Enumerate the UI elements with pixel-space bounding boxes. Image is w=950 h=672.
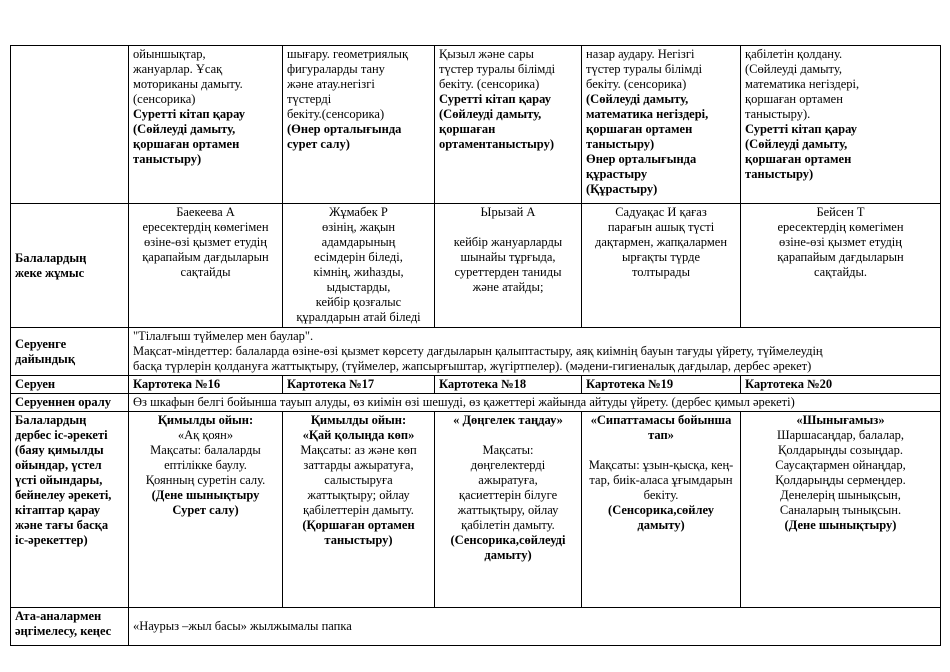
activity-tag: таныстыру) [133, 152, 202, 166]
text-line: Қолдарыңды сермеңдер. [775, 473, 906, 487]
spacer [439, 220, 577, 235]
activity-tag: ортаментаныстыру) [439, 137, 554, 151]
text-line: парағын ашық түсті [607, 220, 715, 234]
text-line: Денелерің шынықсын, [780, 488, 901, 502]
activity-tag: таныстыру) [745, 167, 814, 181]
game-tag: дамыту) [484, 548, 532, 562]
text-line: моториканы дамыту. [133, 77, 243, 91]
text-line: жаттықтыру, ойлау [457, 503, 559, 517]
text-line: қоршаған ортамен [745, 92, 843, 106]
activity-tag: таныстыру) [586, 137, 655, 151]
game-tag: Сурет салу) [172, 503, 239, 517]
card-file-5: Картотека №20 [741, 376, 941, 394]
row-label [11, 412, 129, 608]
card-file-1: Картотека №16 [129, 376, 283, 394]
text-line: дөңгелектерді [470, 458, 546, 472]
text-line: қасиеттерін білуге [458, 488, 558, 502]
continuation-row [11, 46, 941, 204]
child-name: Ырызай А [480, 205, 536, 219]
text-line: Мақсат-міндеттер: балаларда өзіне-өзі қызмет көрсету дағдыларын қалыптастыру, аяқ киімнің бауын тағуды үйрету, түймелеудің [133, 344, 823, 358]
text-line: толтырады [631, 265, 691, 279]
parents-text: «Наурыз –жыл басы» жылжымалы папка [129, 608, 941, 646]
text-line: сақтайды [180, 265, 231, 279]
game-cell-4 [582, 412, 741, 608]
activity-cell-1 [129, 46, 283, 204]
text-line: (Сөйлеуді дамыту, [745, 62, 842, 76]
individual-cell-5 [741, 204, 941, 328]
card-file-2: Картотека №17 [283, 376, 435, 394]
text-line: ересектердің көмегімен [142, 220, 269, 234]
activity-tag: (Өнер орталығында [287, 122, 402, 136]
return-row [11, 394, 941, 412]
row-label: Серуен [11, 376, 129, 394]
text-line: дақтармен, жапқалармен [594, 235, 728, 249]
label-line: үсті ойындары, [15, 473, 103, 487]
child-name: Жұмабек Р [329, 205, 388, 219]
activity-cell-2 [283, 46, 435, 204]
game-title: тап» [648, 428, 674, 442]
text-line: Саусақтармен ойнаңдар, [775, 458, 906, 472]
text-line: ырғақты түрде [621, 250, 701, 264]
text-line: Мақсаты: [482, 443, 534, 457]
activity-tag: қоршаған ортамен [745, 152, 852, 166]
activity-tag: (Сөйлеуді дамыту, [133, 122, 236, 136]
individual-cell-4 [582, 204, 741, 328]
parents-row [11, 608, 941, 646]
text-line: адамдарының [321, 235, 396, 249]
text-line: есімдерін біледі, [314, 250, 403, 264]
activity-tag: сурет салу) [287, 137, 350, 151]
text-line: Мақсаты: аз және көп [300, 443, 417, 457]
game-title: «Шынығамыз» [796, 413, 885, 427]
label-line: бейнелеу әрекеті, [15, 488, 112, 502]
text-line: ыдыстарды, [326, 280, 391, 294]
row-label: Серуеннен оралу [11, 394, 129, 412]
text-line: қарапайым дағдыларын [777, 250, 904, 264]
game-cell-1 [129, 412, 283, 608]
walk-preparation-text [129, 328, 941, 376]
text-line: математика негіздері, [745, 77, 860, 91]
text-line: заттарды ажыратуға, [303, 458, 414, 472]
game-tag: (Қоршаған ортамен [302, 518, 415, 532]
individual-work-row [11, 204, 941, 328]
text-line: қарапайым дағдыларын [142, 250, 269, 264]
row-label [11, 608, 129, 646]
row-label [11, 204, 129, 328]
activity-tag: қоршаған ортамен [133, 137, 240, 151]
card-file-4: Картотека №19 [582, 376, 741, 394]
text-line: түстерді [287, 92, 332, 106]
activity-title: құрастыру [586, 167, 648, 181]
activity-title: Суретті кітап қарау [133, 107, 245, 121]
activity-cell-3 [435, 46, 582, 204]
text-line: (сенсорика) [133, 92, 196, 106]
return-text: Өз шкафын белгі бойынша тауып алуды, өз киімін өзі шешуді, өз қажеттері жайында айтуды үйрету. (дербес қимыл әрекеті) [129, 394, 941, 412]
label-line: жеке жұмыс [15, 265, 85, 280]
text-line: Саналарың тынықсын. [779, 503, 902, 517]
child-name: Садуақас И қағаз [615, 205, 707, 219]
text-line: қабілетін дамыту. [461, 518, 555, 532]
game-title: Қимылды ойын: [157, 413, 254, 427]
spacer [439, 428, 577, 443]
label-line: әңгімелесу, кеңес [15, 624, 112, 638]
text-line: Қызыл және сары [439, 47, 534, 61]
text-line: шығару. геометриялық [287, 47, 409, 61]
text-line: Қолдарыңды созыңдар. [778, 443, 903, 457]
text-line: түстер туралы білімді [586, 62, 703, 76]
game-name: «Ақ қоян» [177, 428, 234, 442]
game-cell-2 [283, 412, 435, 608]
text-line: құралдарын атай біледі [296, 310, 421, 324]
spacer [586, 443, 736, 458]
label-line: дербес іс-әрекеті [15, 428, 108, 442]
label-line: Балалардың [15, 250, 87, 265]
text-line: таныстыру). [745, 107, 811, 121]
game-tag: (Сенсорика,сөйлеуді [450, 533, 566, 547]
text-line: және атау.негізгі [287, 77, 375, 91]
walk-row [11, 376, 941, 394]
text-line: фигураларды тану [287, 62, 385, 76]
text-line: Мақсаты: балаларды [150, 443, 261, 457]
text-line: өзіне-өзі қызмет етудің [779, 235, 902, 249]
text-line: қабілеттерін дамыту. [303, 503, 414, 517]
text-line: кейбір қозғалыс [315, 295, 402, 309]
activity-title: Өнер орталығында [586, 152, 697, 166]
walk-preparation-row [11, 328, 941, 376]
activity-tag: (Сөйлеуді дамыту, [586, 92, 689, 106]
activity-title: Суретті кітап қарау [439, 92, 551, 106]
game-tag: таныстыру) [324, 533, 393, 547]
activity-tag: (Сөйлеуді дамыту, [439, 107, 542, 121]
text-line: назар аудару. Негізгі [586, 47, 695, 61]
individual-cell-2 [283, 204, 435, 328]
game-tag: (Дене шынықтыру [151, 488, 260, 502]
individual-cell-3 [435, 204, 582, 328]
text-line: ойыншықтар, [133, 47, 206, 61]
label-line: кітаптар қарау [15, 503, 101, 517]
game-title: « Дөңгелек таңдау» [453, 413, 563, 427]
daily-plan-table [10, 45, 941, 646]
text-line: ажыратуға, [478, 473, 538, 487]
text-line: өзінің, жақын [321, 220, 396, 234]
child-name: Бейсен Т [816, 205, 865, 219]
text-line: ересектердің көмегімен [777, 220, 904, 234]
text-line: бекіту. [643, 488, 679, 502]
individual-cell-1 [129, 204, 283, 328]
text-line: және атайды; [472, 280, 544, 294]
empty-label-cell [11, 46, 129, 204]
text-line: өзіне-өзі қызмет етудің [144, 235, 267, 249]
activity-title: Суретті кітап қарау [745, 122, 857, 136]
game-cell-3 [435, 412, 582, 608]
game-title: «Сипаттамасы бойынша [590, 413, 732, 427]
activity-tag: қоршаған [439, 122, 496, 136]
independent-activity-row [11, 412, 941, 608]
card-file-3: Картотека №18 [435, 376, 582, 394]
text-line: сақтайды. [813, 265, 868, 279]
text-line: бекіту. (сенсорика) [439, 77, 540, 91]
text-line: кімнің, жиһазды, [313, 265, 404, 279]
label-line: дайындық [15, 351, 76, 366]
text-line: бекіту. (сенсорика) [586, 77, 687, 91]
activity-tag: (Сөйлеуді дамыту, [745, 137, 848, 151]
text-line: Мақсаты: ұзын-қысқа, кең- [588, 458, 734, 472]
text-line: кейбір жануарларды [453, 235, 563, 249]
text-line: суреттерден таниды [454, 265, 562, 279]
child-name: Баекеева А [176, 205, 235, 219]
text-line: шынайы тұрғыда, [460, 250, 556, 264]
text-line: салыстыруға [324, 473, 393, 487]
game-cell-5 [741, 412, 941, 608]
label-line: Ата-аналармен [15, 609, 102, 623]
game-name: «Қай қолыңда көп» [302, 428, 415, 442]
text-line: түстер туралы білімді [439, 62, 556, 76]
text-line: ептілікке баулу. [164, 458, 247, 472]
text-line: басқа түрлерін қолдануға жаттықтыру, (түймелер, жапсырғыштар, жүгіртпелер). (мәдени-гигиеналық дағдылар, дербес әрекет) [133, 359, 812, 373]
activity-tag: (Құрастыру) [586, 182, 658, 196]
label-line: және тағы басқа [15, 518, 109, 532]
text-line: Қоянның суретін салу. [145, 473, 266, 487]
label-line: Балалардың [15, 413, 87, 427]
text-line: "Тілалғыш түймелер мен баулар". [133, 329, 314, 343]
label-line: (баяу қимылды [15, 443, 104, 457]
game-tag: (Сенсорика,сөйлеу [608, 503, 714, 517]
game-tag: дамыту) [637, 518, 685, 532]
game-title: Қимылды ойын: [310, 413, 407, 427]
game-tag: (Дене шынықтыру) [784, 518, 897, 532]
text-line: тар, биік-аласа ұғымдарын [589, 473, 733, 487]
activity-tag: математика негіздері, [586, 107, 709, 121]
text-line: қабілетін қолдану. [745, 47, 843, 61]
text-line: бекіту.(сенсорика) [287, 107, 385, 121]
activity-cell-4 [582, 46, 741, 204]
text-line: жаттықтыру; ойлау [307, 488, 410, 502]
label-line: іс-әрекеттер) [15, 533, 88, 547]
activity-cell-5 [741, 46, 941, 204]
text-line: Шаршасаңдар, балалар, [776, 428, 904, 442]
activity-tag: қоршаған ортамен [586, 122, 693, 136]
row-label [11, 328, 129, 376]
label-line: Серуенге [15, 336, 67, 351]
text-line: жануарлар. Ұсақ [133, 62, 223, 76]
label-line: ойындар, үстел [15, 458, 102, 472]
